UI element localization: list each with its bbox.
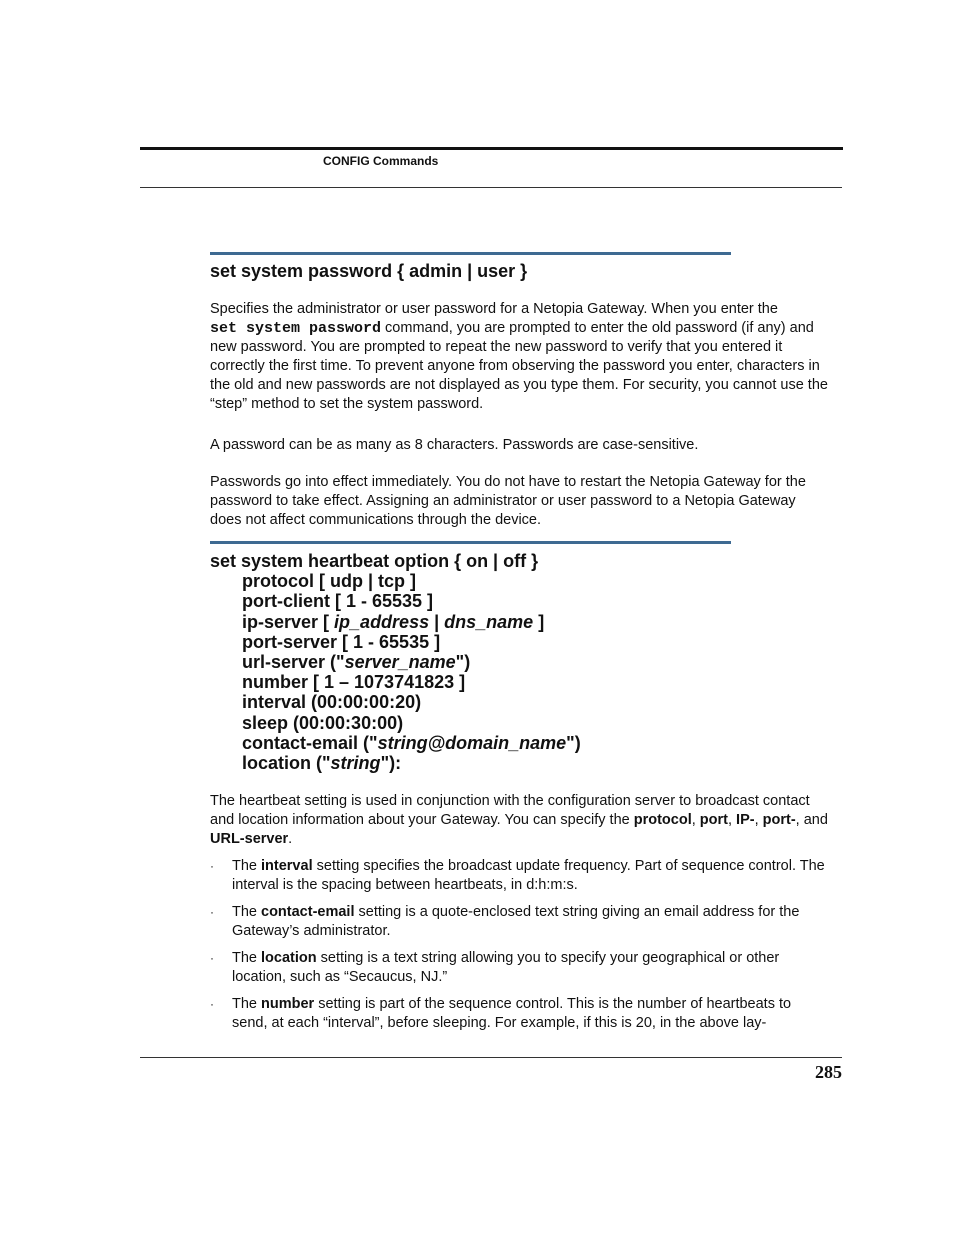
command-code: set system password — [210, 320, 382, 337]
list-item: · The contact-email setting is a quote-enclosed text string giving an email address for the Gateway’s administrator. — [210, 904, 800, 939]
page-number: 285 — [815, 1062, 842, 1082]
running-header: CONFIG Commands — [323, 154, 439, 168]
bullet-icon: · — [210, 997, 214, 1011]
list-item: · The interval setting specifies the broadcast update frequency. Part of sequence control. The interval is the spacing between heartbeats, in d:h:m:s. — [210, 858, 825, 893]
heartbeat-settings-list — [210, 857, 830, 1041]
paragraph-password-intro: Specifies the administrator or user password for a Netopia Gateway. When you enter the set system password command, you are prompted to enter the old password (if any) and new password. You are prompted to repeat the new password to verify that you entered it correctly the first time. To prevent anyone from observing the password you enter, characters in the old and new passwords are not displayed as you type them. For security, you cannot use the “step” method to set the system password. — [210, 301, 828, 412]
paragraph-password-effect: Passwords go into effect immediately. You do not have to restart the Netopia Gateway for the password to take effect. Assigning an administrator or user password to a Netopia Gateway does not affect communications through the device. — [210, 474, 806, 528]
bullet-icon: · — [210, 951, 214, 965]
section-heading-password: set system password { admin | user } — [210, 261, 528, 281]
header-top-rule — [140, 147, 843, 150]
section-rule — [210, 252, 731, 255]
bullet-icon: · — [210, 905, 214, 919]
command-syntax-heartbeat: set system heartbeat option { on | off } protocol [ udp | tcp ] port-client [ 1 - 65535 ] ip-server [ ip_address | dns_name ] port-server [ 1 - 65535 ] url-server ("server_name") number [ 1 – 1073741823 ] interval (00:00:00:20) sleep (00:00:30:00) contact-email ("string@domain_name") location ("string"): — [210, 551, 581, 774]
bullet-icon: · — [210, 859, 214, 873]
footer-rule — [140, 1057, 842, 1058]
section-rule — [210, 541, 731, 544]
list-item: · The number setting is part of the sequence control. This is the number of heartbeats to send, at each “interval”, before sleeping. For example, if this is 20, in the above lay- — [210, 996, 792, 1031]
list-item: · The location setting is a text string allowing you to specify your geographical or other location, such as “Secaucus, NJ.” — [210, 950, 780, 985]
paragraph-password-length: A password can be as many as 8 characters. Passwords are case-sensitive. — [210, 437, 699, 453]
header-bottom-rule — [140, 187, 842, 188]
paragraph-heartbeat-intro: The heartbeat setting is used in conjunction with the configuration server to broadcast contact and location information about your Gateway. You can specify the protocol, port, IP-, port-, and URL-server. — [210, 793, 828, 847]
